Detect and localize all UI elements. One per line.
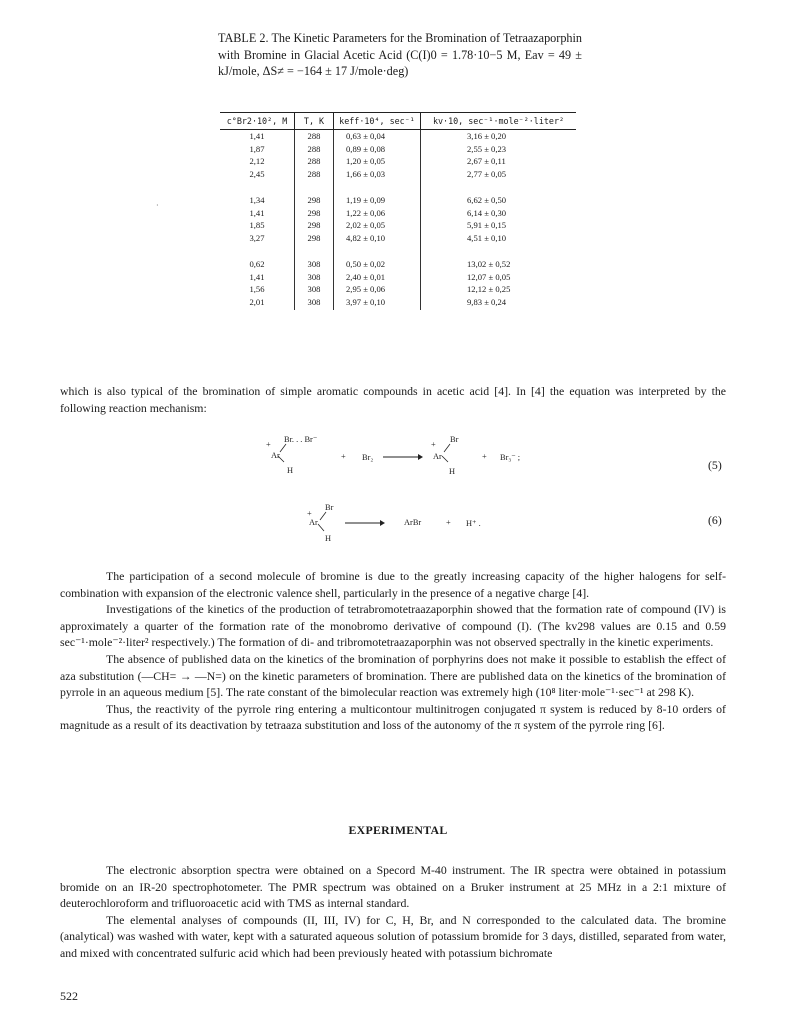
experimental-paragraphs xyxy=(60,862,726,962)
table-row xyxy=(220,143,576,156)
plus-sign-2: + xyxy=(482,452,487,461)
table-cell: 2,67 ± 0,11 xyxy=(421,155,577,168)
header-temperature: T, K xyxy=(295,113,334,130)
table-cell: 308 xyxy=(295,271,334,284)
table-row xyxy=(220,219,576,232)
stray-mark: · xyxy=(156,201,159,210)
table-cell: 2,77 ± 0,05 xyxy=(421,168,577,181)
product-aryl-label: Ar xyxy=(433,452,442,461)
table-spacer-cell xyxy=(220,244,295,258)
table-cell: 298 xyxy=(295,232,334,245)
tribromide-label: Br₃⁻ ; xyxy=(500,453,521,462)
plus-sign: + xyxy=(341,452,346,461)
table-cell: 2,01 xyxy=(249,296,265,307)
table-cell: 3,16 ± 0,20 xyxy=(421,130,577,143)
table-cell: 308 xyxy=(295,296,334,311)
paragraph: The electronic absorption spectra were obtained on a Specord M-40 instrument. The IR spectra were obtained in potassium bromide on an IR-20 spectrophotometer. The PMR spectrum was obtained on a Bruker instrument at 25 MHz in a 2:1 mixture of deuterochloroform and trifluoroacetic acid with TMS as internal standard. xyxy=(60,863,726,911)
table-cell: 308 xyxy=(295,283,334,296)
table-cell: 6,62 ± 0,50 xyxy=(421,194,577,207)
product-br-label: Br xyxy=(450,435,459,444)
table-spacer-cell xyxy=(220,180,295,194)
table-group-spacer xyxy=(220,244,576,258)
table-cell: 2,12 xyxy=(249,156,265,166)
table-cell: 0,89 ± 0,08 xyxy=(334,143,421,156)
table-cell: 1,56 xyxy=(249,284,265,294)
header-bromine-concentration: c°Br2·10², M xyxy=(220,113,295,130)
table-cell: 13,02 ± 0,52 xyxy=(421,258,577,271)
table-group-spacer xyxy=(220,180,576,194)
paragraph: The absence of published data on the kinetics of the bromination of porphyrins does not make it possible to establish the effect of aza substitution (—CH= → —N=) on the kinetic parameters of bromination. There are published data on the kinetics of the bromination of pyrrole in an aqueous medium [5]. The rate constant of the bimolecular reaction was extremely high (10⁸ liter·mole⁻¹·sec⁻¹ at 298 K). xyxy=(60,651,726,700)
equation-number-6: (6) xyxy=(708,513,722,527)
table-row xyxy=(220,130,576,143)
table-spacer-cell xyxy=(295,244,334,258)
paragraph: Thus, the reactivity of the pyrrole ring entering a multicontour multinitrogen conjugated π system is reduced by 8-10 orders of magnitude as a result of its deactivation by tetraaza substitution and loss of the autonomy of the π system of the pyrrole ring [6]. xyxy=(60,701,726,733)
table-cell: 1,34 xyxy=(249,195,265,205)
product-charge: + xyxy=(431,440,436,449)
section-heading-experimental: EXPERIMENTAL xyxy=(348,823,448,837)
table-row xyxy=(220,207,576,220)
page-number: 522 xyxy=(60,989,78,1003)
table-row xyxy=(220,258,576,271)
hydrogen-label: H xyxy=(325,534,332,543)
table-cell: 288 xyxy=(295,143,334,156)
bromine-complex-label: Br. . . Br⁻ xyxy=(284,435,318,444)
table-row xyxy=(220,194,576,207)
table-spacer-cell xyxy=(334,180,421,194)
table-cell: 1,20 ± 0,05 xyxy=(334,155,421,168)
table-row xyxy=(220,155,576,168)
table-cell: 12,12 ± 0,25 xyxy=(421,283,577,296)
table-cell: 1,66 ± 0,03 xyxy=(334,168,421,181)
proton-label: H⁺ . xyxy=(466,519,481,528)
table-cell: 0,50 ± 0,02 xyxy=(334,258,421,271)
table-cell: 0,63 ± 0,04 xyxy=(334,130,421,143)
header-keff: keff·10⁴, sec⁻¹ xyxy=(334,113,421,130)
table-cell: 1,19 ± 0,09 xyxy=(334,194,421,207)
plus-sign: + xyxy=(446,518,451,527)
table-cell: 4,82 ± 0,10 xyxy=(334,232,421,245)
paragraph: Investigations of the kinetics of the production of tetrabromotetraazaporphin showed that the formation rate of compound (IV) is approximately a quarter of the formation rate of the monobromo derivative of compound (I). (The kv298 values are 0.15 and 0.59 sec⁻¹·mole⁻²·liter² respectively.) The formation of di- and tribromotetraazaporphin was not observed spectrally in the kinetic experiments. xyxy=(60,602,726,650)
product-arbr: ArBr xyxy=(404,518,422,527)
table-cell: 2,55 ± 0,23 xyxy=(421,143,577,156)
table-cell: 298 xyxy=(295,219,334,232)
reaction-arrow xyxy=(382,452,424,462)
table-caption xyxy=(218,30,582,80)
table-body xyxy=(220,130,576,311)
kinetic-parameters-table xyxy=(220,112,576,310)
paragraph-mechanism-intro xyxy=(60,383,726,416)
table-cell: 2,02 ± 0,05 xyxy=(334,219,421,232)
charge-plus: + xyxy=(266,440,271,449)
equation-number-5: (5) xyxy=(708,458,722,472)
table-cell: 308 xyxy=(295,258,334,271)
table-row xyxy=(220,168,576,181)
table-cell: 1,41 xyxy=(249,271,265,282)
table-row xyxy=(220,283,576,296)
table-cell: 4,51 ± 0,10 xyxy=(421,232,577,245)
table-cell: 3,27 xyxy=(249,232,265,243)
table-caption-text: TABLE 2. The Kinetic Parameters for the Bromination of Tetraazaporphin with Bromine in Glacial Acetic Acid (C(I)0 = 1.78·10−5 M, Eav = 49 ± kJ/mole, ΔS≠ = −164 ± 17 J/mole·deg) xyxy=(218,31,582,79)
paragraph: The participation of a second molecule of bromine is due to the greatly increasing capacity of the higher halogens for self-combination with expansion of the electronic valence shell, particularly in the presence of a negative charge [4]. xyxy=(60,569,726,600)
hydrogen-label: H xyxy=(287,466,294,475)
table-cell: 5,91 ± 0,15 xyxy=(421,219,577,232)
aryl-label: Ar xyxy=(271,451,280,460)
table-cell: 2,40 ± 0,01 xyxy=(334,271,421,284)
reaction-arrow xyxy=(344,518,386,528)
reagent-bromine: Br₂ xyxy=(362,453,374,462)
table-cell: 12,07 ± 0,05 xyxy=(421,271,577,284)
table-row xyxy=(220,296,576,311)
br-label: Br xyxy=(325,503,334,512)
table-spacer-cell xyxy=(421,244,577,258)
table-cell: 9,83 ± 0,24 xyxy=(421,296,577,311)
table-spacer-cell xyxy=(295,180,334,194)
table-cell: 2,45 xyxy=(249,168,265,179)
table-cell: 0,62 xyxy=(249,259,265,269)
table-cell: 1,22 ± 0,06 xyxy=(334,207,421,220)
table-spacer-cell xyxy=(334,244,421,258)
table-header-row xyxy=(220,113,576,130)
table-cell: 2,95 ± 0,06 xyxy=(334,283,421,296)
table-cell: 298 xyxy=(295,194,334,207)
charge-plus: + xyxy=(307,509,312,518)
paragraph: The elemental analyses of compounds (II, III, IV) for C, H, Br, and N corresponded to the calculated data. The bromine (analytical) was washed with water, kept with a saturated aqueous solution of potassium bromide for 3 days, distilled, separated from water, and mixed with concentrated sulfuric acid which had been previously heated with potassium bichromate xyxy=(60,912,726,960)
table-cell: 3,97 ± 0,10 xyxy=(334,296,421,311)
discussion-paragraphs xyxy=(60,568,726,734)
paragraph-text: which is also typical of the bromination of simple aromatic compounds in acetic acid [4]. In [4] the equation was interpreted by the following reaction mechanism: xyxy=(60,384,726,415)
product-hydrogen-label: H xyxy=(449,467,456,476)
table-row xyxy=(220,271,576,284)
table-cell: 288 xyxy=(295,155,334,168)
table-cell: 6,14 ± 0,30 xyxy=(421,207,577,220)
table-cell: 288 xyxy=(295,130,334,143)
header-kv: kv·10, sec⁻¹·mole⁻²·liter² xyxy=(421,113,577,130)
table-cell: 1,41 xyxy=(249,131,265,141)
table-cell: 298 xyxy=(295,207,334,220)
table-spacer-cell xyxy=(421,180,577,194)
table-cell: 1,85 xyxy=(249,220,265,230)
aryl-label: Ar xyxy=(309,518,318,527)
table-cell: 1,41 xyxy=(249,207,265,218)
table-row xyxy=(220,232,576,245)
table-cell: 288 xyxy=(295,168,334,181)
table-cell: 1,87 xyxy=(249,143,265,154)
